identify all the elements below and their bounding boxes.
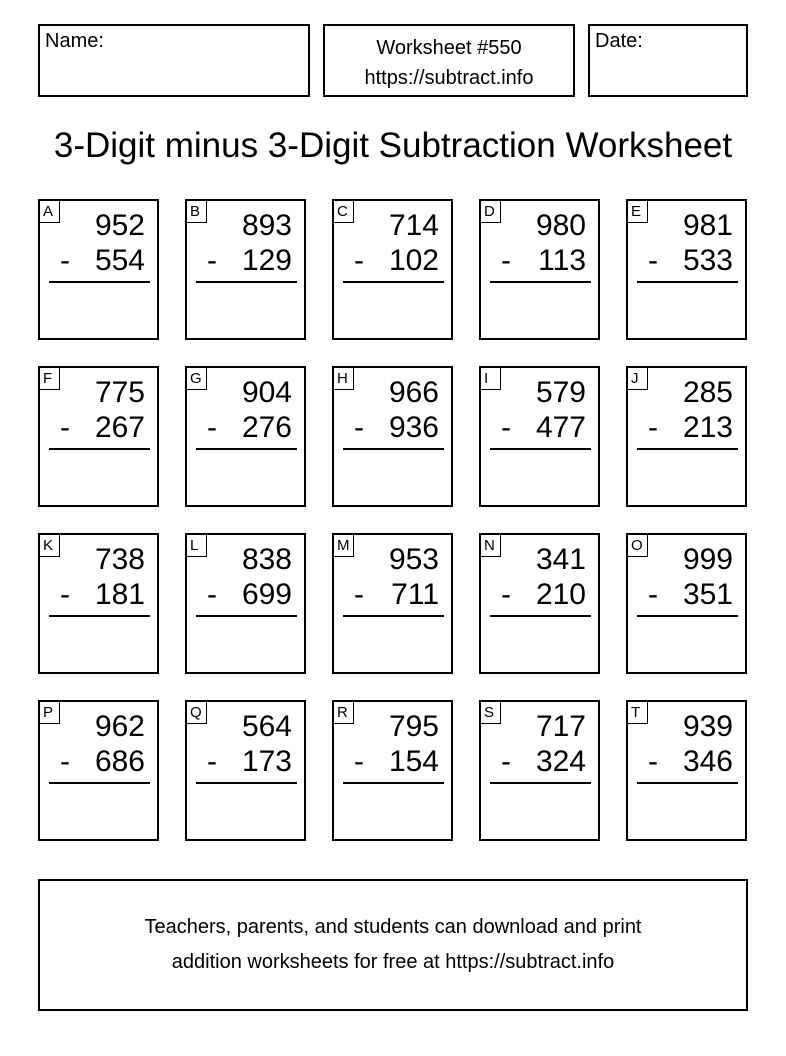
answer-line [637,281,738,283]
subtrahend: 351 [682,578,733,611]
answer-line [196,281,297,283]
problem-letter: T [628,702,648,724]
problem-card[interactable] [479,366,600,507]
date-field-box[interactable] [588,24,748,97]
problem-letter: K [40,535,60,557]
problem-letter: N [481,535,501,557]
minus-sign: - [354,411,364,444]
worksheet-title: 3-Digit minus 3-Digit Subtraction Worksheet [53,126,733,165]
problem-card[interactable] [332,700,453,841]
minus-sign: - [501,411,511,444]
minus-sign: - [60,578,70,611]
minuend: 939 [682,710,733,743]
problem-letter: M [334,535,354,557]
footer-note [38,879,748,1011]
problem-letter: E [628,201,648,223]
minuend: 981 [682,209,733,242]
answer-line [490,615,591,617]
subtrahend: 129 [241,244,292,277]
minus-sign: - [207,578,217,611]
subtrahend: 267 [94,411,145,444]
subtrahend: 102 [388,244,439,277]
worksheet-id-box [323,24,575,97]
minus-sign: - [207,411,217,444]
problem-letter: I [481,368,501,390]
answer-line [490,281,591,283]
subtrahend: 533 [682,244,733,277]
minuend: 952 [94,209,145,242]
answer-line [49,281,150,283]
minus-sign: - [648,244,658,277]
problem-card[interactable] [479,533,600,674]
problem-letter: H [334,368,354,390]
problem-card[interactable] [626,366,747,507]
minuend: 717 [535,710,586,743]
name-label: Name: [45,30,104,52]
minuend: 775 [94,376,145,409]
minuend: 285 [682,376,733,409]
minuend: 795 [388,710,439,743]
minuend: 904 [241,376,292,409]
minuend: 714 [388,209,439,242]
answer-line [196,448,297,450]
subtrahend: 711 [391,578,439,611]
subtrahend: 276 [241,411,292,444]
subtrahend: 686 [94,745,145,778]
subtrahend: 477 [535,411,586,444]
minuend: 953 [388,543,439,576]
problem-letter: P [40,702,60,724]
answer-line [49,448,150,450]
problem-card[interactable] [332,533,453,674]
problem-letter: G [187,368,207,390]
problem-card[interactable] [479,199,600,340]
subtrahend: 154 [388,745,439,778]
problem-card[interactable] [185,366,306,507]
problem-card[interactable] [185,700,306,841]
subtrahend: 213 [682,411,733,444]
problem-card[interactable] [626,700,747,841]
problem-card[interactable] [38,533,159,674]
answer-line [343,448,444,450]
date-label: Date: [595,30,643,52]
answer-line [490,448,591,450]
problem-letter: B [187,201,207,223]
answer-line [343,782,444,784]
minuend: 966 [388,376,439,409]
problem-letter: Q [187,702,207,724]
answer-line [637,448,738,450]
minuend: 980 [535,209,586,242]
problem-letter: J [628,368,648,390]
minus-sign: - [207,244,217,277]
problem-letter: A [40,201,60,223]
minuend: 579 [535,376,586,409]
problem-letter: R [334,702,354,724]
problem-letter: C [334,201,354,223]
footer-line-1: Teachers, parents, and students can download and print [144,916,642,938]
minus-sign: - [60,244,70,277]
worksheet-site-url: https://subtract.info [364,67,534,89]
problem-card[interactable] [332,366,453,507]
problem-letter: F [40,368,60,390]
subtrahend: 346 [682,745,733,778]
problem-letter: D [481,201,501,223]
minus-sign: - [501,578,511,611]
minus-sign: - [648,411,658,444]
name-field-box[interactable] [38,24,310,97]
subtrahend: 324 [535,745,586,778]
subtrahend: 554 [94,244,145,277]
problem-card[interactable] [626,199,747,340]
subtrahend: 699 [241,578,292,611]
problem-card[interactable] [626,533,747,674]
minus-sign: - [501,244,511,277]
subtrahend: 113 [538,244,586,277]
minus-sign: - [207,745,217,778]
minuend: 564 [241,710,292,743]
subtrahend: 181 [94,578,145,611]
minus-sign: - [60,745,70,778]
answer-line [49,615,150,617]
answer-line [196,782,297,784]
answer-line [196,615,297,617]
answer-line [49,782,150,784]
minus-sign: - [354,745,364,778]
answer-line [343,615,444,617]
problem-letter: S [481,702,501,724]
answer-line [637,782,738,784]
problem-card[interactable] [38,366,159,507]
problem-letter: O [628,535,648,557]
subtrahend: 210 [535,578,586,611]
problem-card[interactable] [332,199,453,340]
minuend: 838 [241,543,292,576]
minuend: 738 [94,543,145,576]
answer-line [637,615,738,617]
minuend: 962 [94,710,145,743]
answer-line [343,281,444,283]
problem-card[interactable] [38,199,159,340]
minuend: 893 [241,209,292,242]
subtrahend: 936 [388,411,439,444]
subtrahend: 173 [241,745,292,778]
problem-letter: L [187,535,207,557]
minus-sign: - [648,745,658,778]
minus-sign: - [648,578,658,611]
minuend: 999 [682,543,733,576]
problem-card[interactable] [479,700,600,841]
footer-line-2: addition worksheets for free at https://subtract.info [171,951,615,973]
problem-card[interactable] [185,199,306,340]
problem-card[interactable] [185,533,306,674]
minuend: 341 [535,543,586,576]
minus-sign: - [354,244,364,277]
problem-card[interactable] [38,700,159,841]
minus-sign: - [501,745,511,778]
worksheet-number: Worksheet #550 [376,37,522,59]
minus-sign: - [60,411,70,444]
minus-sign: - [354,578,364,611]
answer-line [490,782,591,784]
